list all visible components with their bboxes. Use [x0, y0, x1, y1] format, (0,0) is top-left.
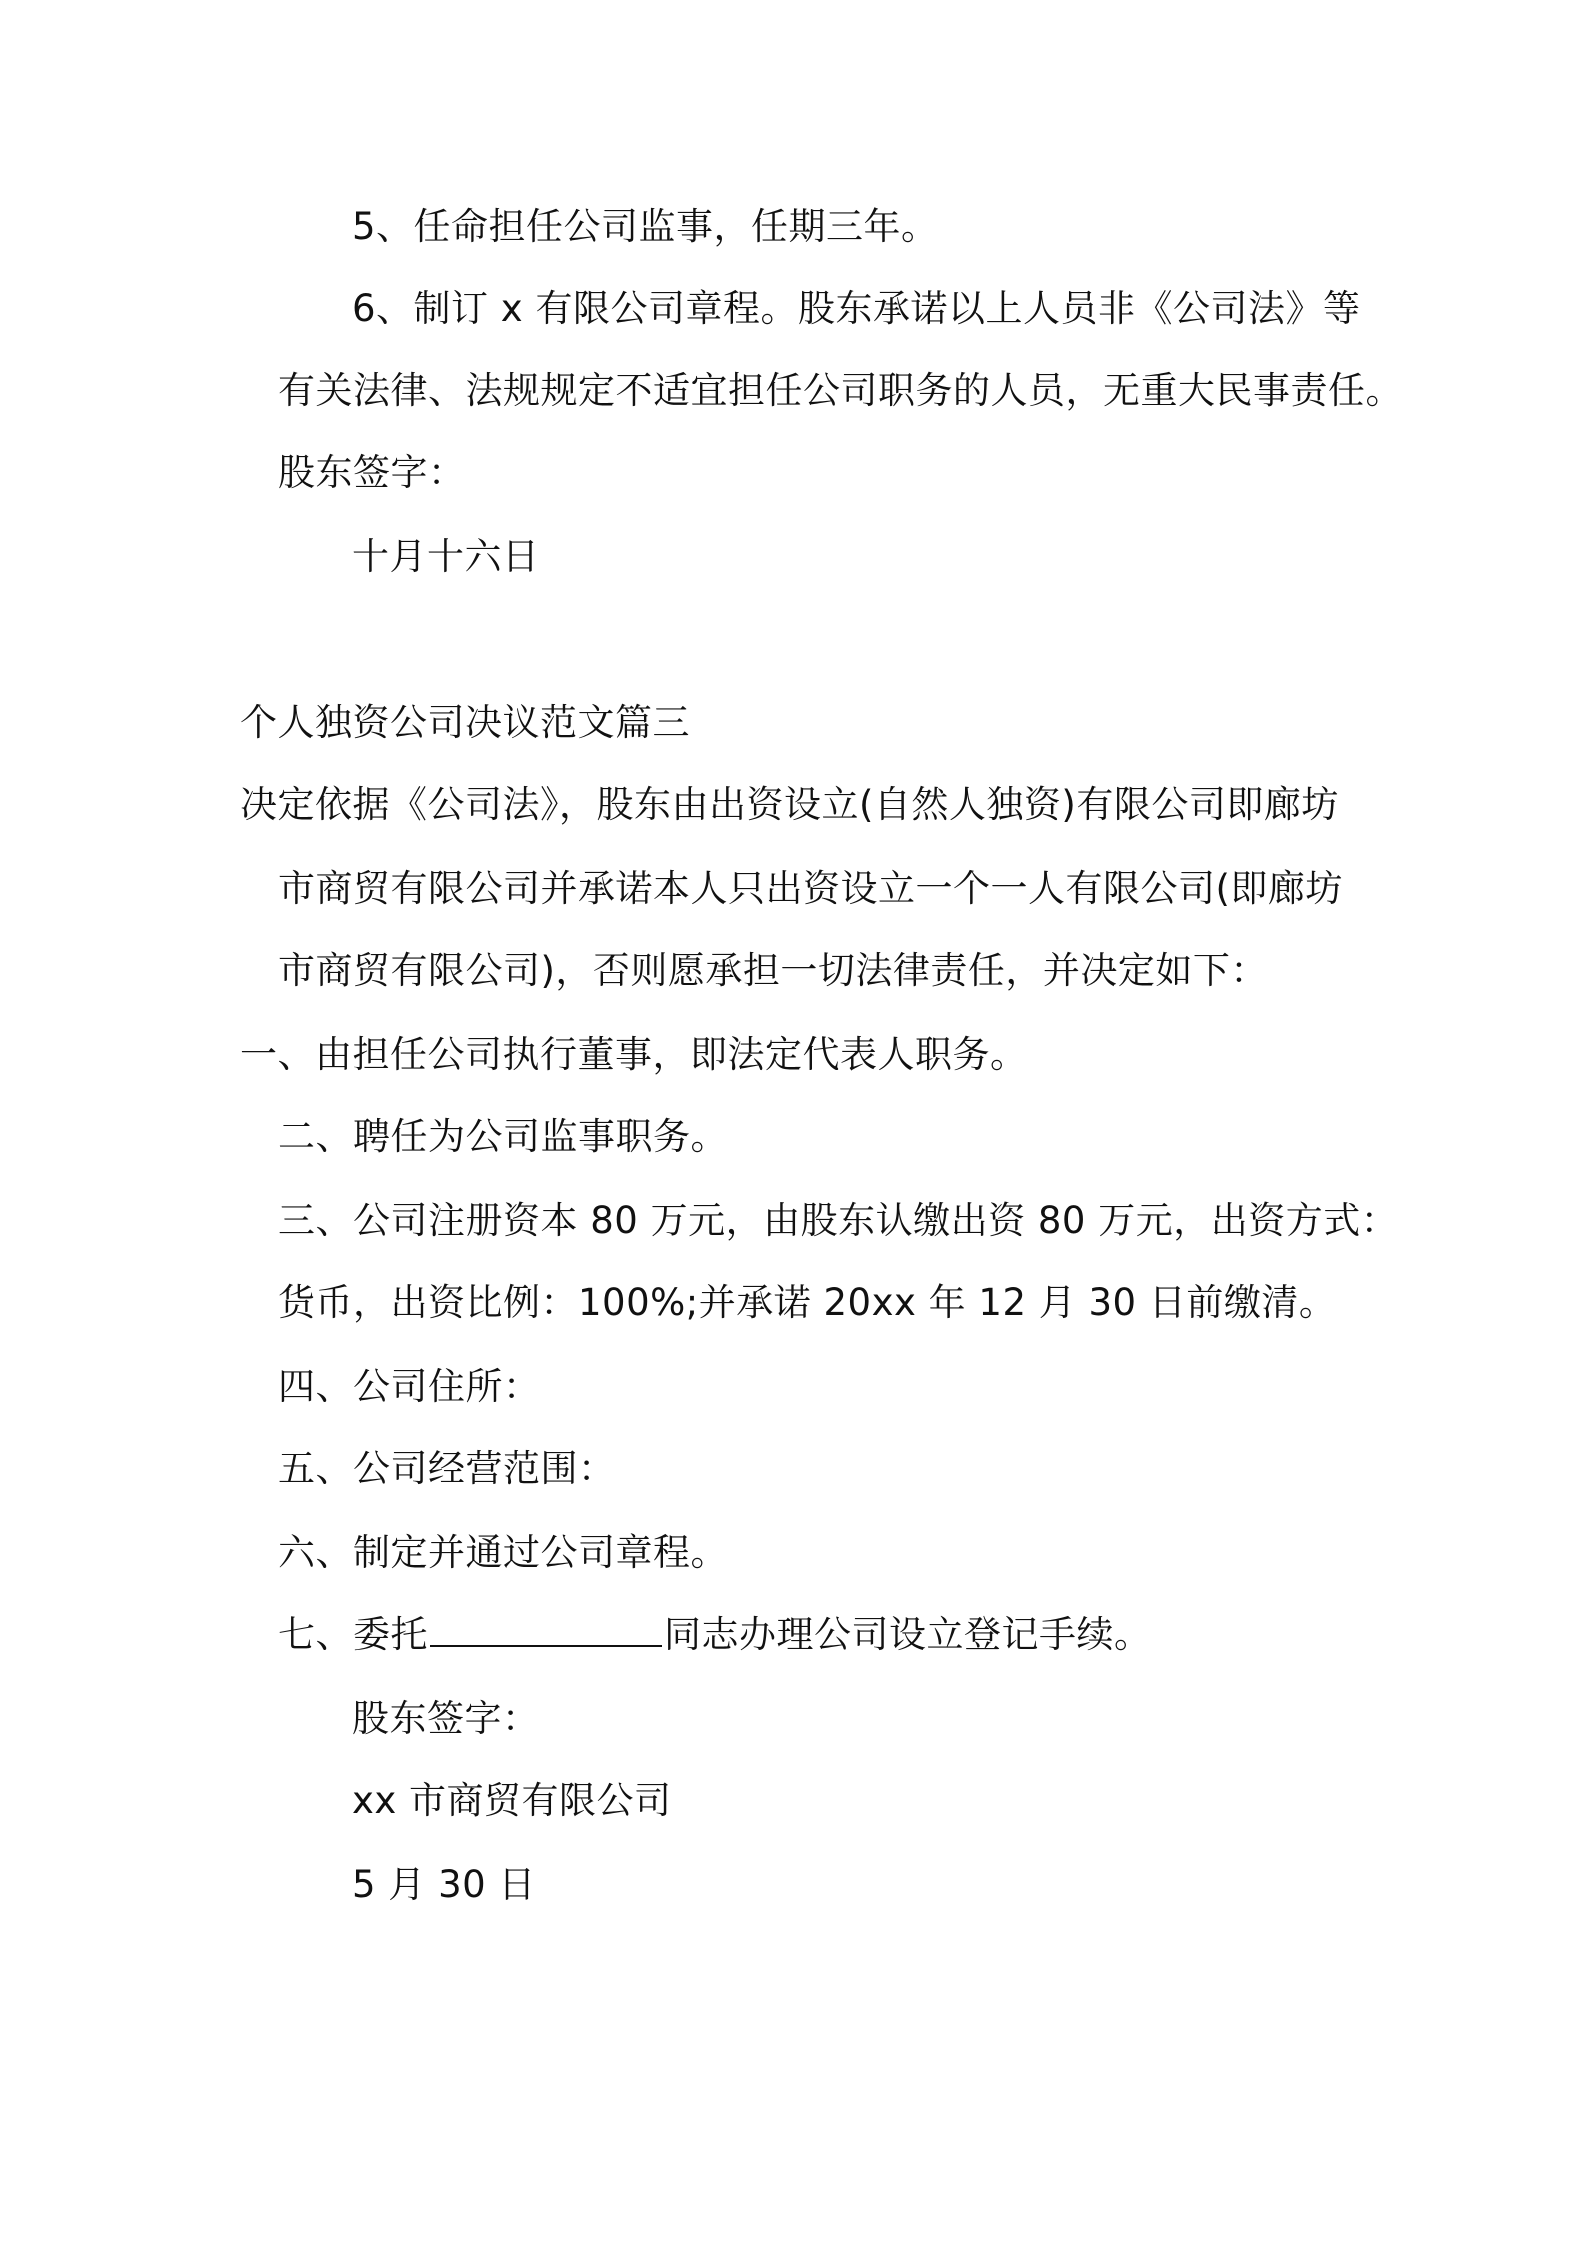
resolution-item-6: 六、制定并通过公司章程。 [278, 1531, 728, 1574]
signature-label-2: 股东签字： [352, 1697, 540, 1740]
resolution-item-1: 一、由担任公司执行董事，即法定代表人职务。 [240, 1033, 1028, 1076]
item-6-text-line2: 有关法律、法规规定不适宜担任公司职务的人员，无重大民事责任。 [278, 369, 1403, 412]
intro-text-line3: 市商贸有限公司)，否则愿承担一切法律责任，并决定如下： [278, 949, 1268, 992]
resolution-item-4: 四、公司住所： [278, 1365, 541, 1408]
intro-text-line1: 决定依据《公司法》，股东由出资设立(自然人独资)有限公司即廊坊 [240, 783, 1339, 826]
resolution-item-3-line1: 三、公司注册资本 80 万元，由股东认缴出资 80 万元，出资方式： [278, 1199, 1399, 1242]
section-heading: 个人独资公司决议范文篇三 [240, 701, 690, 744]
signature-label: 股东签字： [278, 451, 466, 494]
item-6-text-line1: 6、制订 x 有限公司章程。股东承诺以上人员非《公司法》等 [352, 287, 1361, 330]
resolution-item-7 [278, 1610, 1152, 1660]
date-text: 十月十六日 [352, 535, 540, 578]
resolution-item-2: 二、聘任为公司监事职务。 [278, 1115, 728, 1158]
item-7-suffix: 同志办理公司设立登记手续。 [664, 1613, 1152, 1656]
resolution-item-5: 五、公司经营范围： [278, 1447, 616, 1490]
intro-text-line2: 市商贸有限公司并承诺本人只出资设立一个一人有限公司(即廊坊 [278, 867, 1343, 910]
company-name: xx 市商贸有限公司 [352, 1779, 672, 1822]
resolution-item-3-line2: 货币，出资比例：100%;并承诺 20xx 年 12 月 30 日前缴清。 [278, 1281, 1337, 1324]
name-blank-field[interactable] [430, 1611, 662, 1647]
date-text-2: 5 月 30 日 [352, 1863, 536, 1906]
item-7-prefix: 七、委托 [278, 1613, 428, 1656]
item-5-text: 5、任命担任公司监事，任期三年。 [352, 205, 939, 248]
